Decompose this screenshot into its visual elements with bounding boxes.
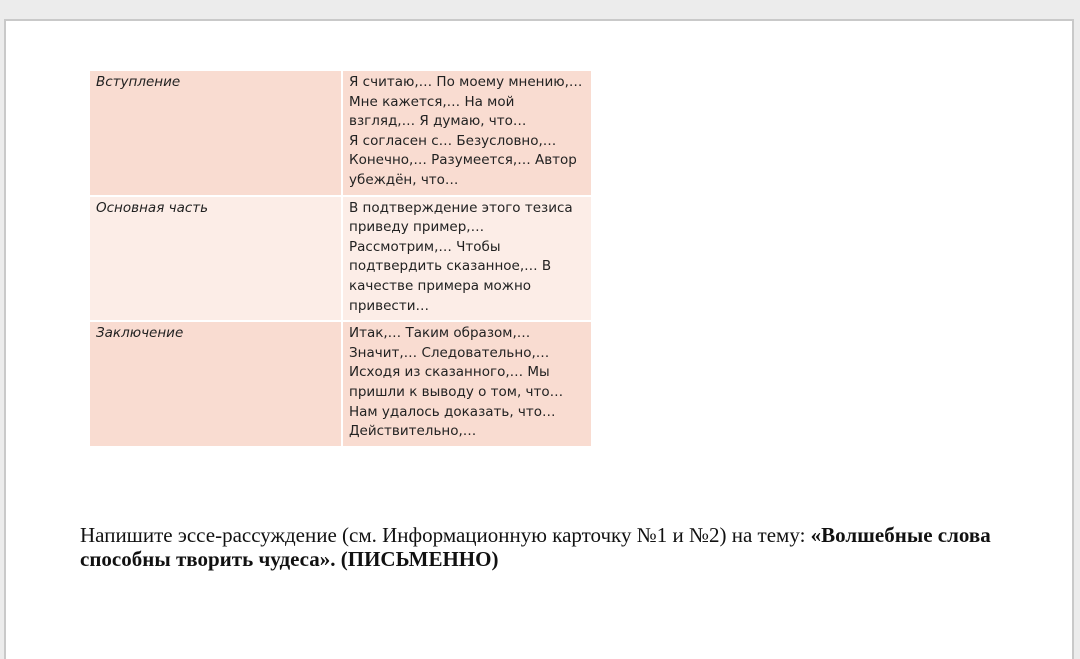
section-name: Основная часть [90,196,342,322]
section-phrases [342,321,591,446]
table-row [90,196,591,322]
essay-phrases-table [90,71,591,446]
task-topic: «Волшебные слова способны творить чудеса». (ПИСЬМЕННО) [80,523,991,571]
phrases-text: В подтверждение этого тезиса приведу пример,… Рассмотрим,… Чтобы подтвердить сказанное,… В качестве примера можно привести… [349,199,573,314]
section-phrases [342,71,591,196]
section-name: Заключение [90,321,342,446]
document-page [4,19,1074,659]
essay-task [80,523,1010,571]
section-name: Вступление [90,71,342,196]
section-phrases [342,196,591,322]
table-row [90,71,591,196]
task-intro: Напишите эссе-рассуждение (см. Информационную карточку №1 и №2) на тему: [80,523,811,547]
phrases-text: Я считаю,… По моему мнению,… Мне кажется,… На мой взгляд,… Я думаю, что… Я согласен с… Безусловно,… Конечно,… Разумеется,… Автор убеждён, что… [349,74,583,188]
phrases-text: Итак,… Таким образом,… Значит,… Следовательно,… Исходя из сказанного,… Мы пришли к выводу о том, что… Нам удалось доказать, что… Действительно,… [349,325,564,440]
table-row [90,321,591,446]
